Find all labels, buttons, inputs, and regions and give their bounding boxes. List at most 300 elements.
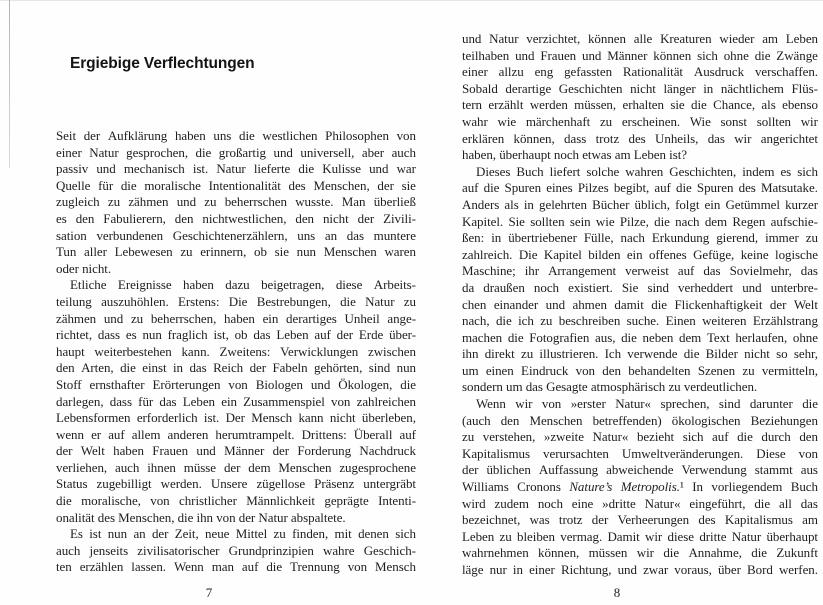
- word: sehr,: [793, 346, 818, 362]
- word: Sie: [621, 279, 639, 295]
- word: die: [483, 180, 500, 196]
- word: da: [462, 279, 475, 295]
- word: übertriebener: [508, 230, 577, 246]
- word: Rationalität: [622, 64, 683, 80]
- word: des: [288, 177, 306, 193]
- word: Quelle: [56, 177, 91, 193]
- word: einst: [142, 360, 167, 376]
- word: auch: [115, 459, 140, 475]
- word: Drittens:: [301, 426, 347, 442]
- word: teilung: [56, 293, 92, 309]
- word: verheddert: [678, 279, 734, 295]
- word: derartige: [505, 80, 552, 96]
- word: nun: [396, 360, 416, 376]
- word: überließ: [373, 194, 416, 210]
- word: gelehrten: [539, 196, 587, 212]
- word: verstehen,: [482, 429, 536, 445]
- text-line: [56, 294, 416, 311]
- word: Der: [225, 410, 245, 426]
- word: Welt: [793, 296, 818, 312]
- word: sich: [697, 47, 718, 63]
- word: gesprochen,: [126, 144, 189, 160]
- word: Zwänge: [776, 47, 818, 63]
- text-line: [462, 230, 818, 247]
- word: zahlreichen: [356, 393, 416, 409]
- word: zwar: [643, 562, 669, 577]
- word: ahmen: [572, 296, 607, 312]
- word: von: [228, 376, 248, 392]
- word: verweist: [625, 263, 669, 279]
- word: die: [266, 559, 283, 575]
- text-line: [462, 346, 818, 363]
- word: zu: [599, 113, 613, 129]
- word: kann.: [181, 343, 210, 359]
- word: der: [357, 210, 375, 226]
- word: erzählen: [79, 559, 124, 575]
- text-line: [56, 443, 416, 460]
- word: wird: [462, 495, 486, 511]
- word: müssen,: [574, 97, 617, 113]
- word: weiteren: [702, 313, 747, 329]
- word: Nachdruck: [359, 443, 416, 459]
- word: Buch: [790, 479, 818, 495]
- word: trotz: [595, 130, 620, 146]
- word: verliehen,: [56, 459, 108, 475]
- word: diese: [667, 528, 694, 544]
- word: Geschichten: [558, 80, 623, 96]
- word: Natur«: [592, 429, 629, 445]
- word: Leben: [276, 327, 309, 343]
- word: sind: [647, 279, 669, 295]
- word: Annahme,: [688, 545, 742, 561]
- text-line: [462, 180, 818, 197]
- word: chen: [462, 296, 487, 312]
- text-line: [462, 214, 818, 231]
- word: diese: [335, 277, 363, 293]
- word: vorliegendem: [711, 479, 783, 495]
- word: das: [346, 227, 364, 243]
- word: Unheil: [344, 310, 380, 326]
- text-line: [462, 313, 818, 330]
- text-line: [462, 396, 818, 413]
- word: kann: [298, 410, 324, 426]
- word: dass: [97, 327, 121, 343]
- word: von: [150, 493, 170, 509]
- word: sollten: [756, 113, 792, 129]
- text-line: [462, 363, 818, 380]
- word: uns: [297, 227, 316, 243]
- word: die: [737, 429, 753, 445]
- word: ist.: [203, 410, 220, 426]
- text-line: [462, 297, 818, 314]
- word: zu: [130, 310, 144, 326]
- word: und: [742, 279, 762, 295]
- word: mechanisch: [123, 161, 185, 177]
- word: die: [120, 177, 137, 193]
- text-line: haben, überhaupt noch etwas am Leben ist?: [462, 147, 688, 163]
- word: Kreaturen: [660, 31, 712, 46]
- word: Biologen: [255, 376, 303, 392]
- word: bleiben: [517, 528, 555, 544]
- word: Zusammenspiel: [243, 393, 325, 409]
- word: ihnen: [147, 459, 176, 475]
- word: üblichen: [486, 462, 531, 478]
- scan-top-edge-line: [0, 0, 823, 1]
- word: »erster: [570, 396, 606, 412]
- word: ist,: [213, 327, 229, 343]
- word: man: [211, 559, 234, 575]
- word: neben: [642, 329, 674, 345]
- word: betreffenden): [592, 412, 662, 428]
- word: von: [798, 445, 818, 461]
- word: Getümmel: [725, 196, 780, 212]
- word: allzu: [498, 64, 524, 80]
- word: in: [523, 196, 534, 212]
- word: Forderung: [297, 443, 352, 459]
- word: Gefüge,: [693, 246, 735, 262]
- word: Etliche: [70, 277, 107, 293]
- word: die: [507, 329, 524, 345]
- word: Intenti-: [378, 493, 416, 509]
- word: Leben: [462, 528, 495, 544]
- text-line: [462, 280, 818, 297]
- word: eng: [534, 64, 554, 80]
- word: werden: [529, 97, 568, 113]
- word: Wenn: [476, 396, 506, 412]
- word: dass: [564, 130, 587, 146]
- word: die: [621, 329, 637, 345]
- word: Geschich-: [363, 542, 416, 558]
- word: gehörten,: [314, 360, 363, 376]
- word: von: [331, 393, 351, 409]
- word: sind: [368, 360, 391, 376]
- word: den: [799, 429, 818, 445]
- word: Geschichtenerzählern,: [172, 227, 288, 243]
- word: Flickenhaftigkeit: [674, 296, 763, 312]
- word: ihr: [524, 263, 540, 279]
- word: westlichen: [262, 128, 318, 143]
- word: Metropolis.¹: [620, 479, 684, 495]
- word: Verwendung: [681, 462, 747, 478]
- word: ebenso: [782, 97, 818, 113]
- word: der: [769, 296, 787, 312]
- word: machen: [462, 329, 503, 345]
- word: nun: [142, 327, 162, 343]
- word: Philosophen: [325, 128, 389, 143]
- word: werfen.: [778, 562, 818, 577]
- word: der: [591, 512, 609, 528]
- word: erscheinen.: [621, 113, 681, 129]
- word: nicht: [329, 410, 356, 426]
- text-line: [56, 161, 416, 178]
- word: Wie: [689, 113, 711, 129]
- word: Cronons: [517, 479, 561, 495]
- word: keine: [740, 246, 769, 262]
- word: Reich: [213, 360, 244, 376]
- word: Intentionalität: [208, 177, 281, 193]
- word: Menschen,: [313, 177, 370, 193]
- word: das: [159, 393, 177, 409]
- word: stammt: [754, 462, 793, 478]
- word: Buch: [516, 163, 544, 179]
- word: Mensch: [375, 559, 416, 575]
- word: noch: [537, 495, 563, 511]
- word: Einen: [665, 313, 696, 329]
- word: der: [56, 443, 73, 459]
- word: ohne: [792, 329, 818, 345]
- word: und: [273, 144, 293, 160]
- word: aber: [361, 144, 385, 160]
- word: Natur: [489, 31, 519, 46]
- word: bezieht: [636, 429, 675, 445]
- word: wir: [645, 528, 663, 544]
- word: den: [174, 210, 194, 226]
- text-line: [462, 48, 818, 65]
- word: können,: [538, 545, 580, 561]
- word: zu: [273, 526, 286, 542]
- word: einer: [529, 562, 555, 577]
- word: die: [495, 313, 512, 329]
- word: die: [654, 213, 670, 229]
- text-line: [56, 493, 416, 510]
- word: der: [272, 443, 290, 459]
- word: indem: [742, 163, 775, 179]
- word: müsse: [183, 459, 217, 475]
- word: wieder: [719, 31, 755, 46]
- word: »dritte: [602, 495, 636, 511]
- word: Ereignisse: [117, 277, 172, 293]
- word: sollten: [530, 213, 565, 229]
- word: erklären: [462, 130, 505, 146]
- word: die: [676, 180, 692, 196]
- word: Arrangement: [548, 263, 617, 279]
- word: in: [491, 230, 502, 246]
- word: können: [653, 47, 692, 63]
- word: Fotografien: [529, 329, 590, 345]
- word: aufschie-: [770, 213, 818, 229]
- word: gierend,: [716, 230, 759, 246]
- word: Unsere: [210, 476, 248, 492]
- word: »zweite: [543, 429, 584, 445]
- word: Nature’s: [569, 479, 613, 495]
- text-line: [462, 330, 818, 347]
- word: wir: [636, 545, 654, 561]
- word: Sovielmehr,: [729, 263, 792, 279]
- word: In: [692, 479, 703, 495]
- word: Männlichkeit: [246, 493, 315, 509]
- word: das: [253, 327, 271, 343]
- word: erhalten: [622, 97, 664, 113]
- word: ich: [518, 313, 534, 329]
- text-line: [462, 529, 818, 546]
- word: vermag.: [560, 528, 603, 544]
- word: zugleich: [56, 194, 100, 210]
- word: Kapitalismus: [462, 445, 531, 461]
- word: die: [754, 47, 771, 63]
- text-line: [462, 97, 818, 114]
- word: Lebewesen: [114, 244, 173, 260]
- word: für: [138, 393, 154, 409]
- word: Tun: [56, 244, 77, 260]
- word: logische: [775, 246, 818, 262]
- word: Präsenz: [314, 476, 355, 492]
- word: ernsthafter: [89, 376, 145, 392]
- word: die: [56, 493, 72, 509]
- text-line: [462, 429, 818, 446]
- word: Leben: [182, 393, 216, 409]
- word: haben: [113, 443, 144, 459]
- page-number-right: 8: [613, 585, 621, 600]
- word: einander: [493, 296, 539, 312]
- word: üblich,: [634, 196, 670, 212]
- word: war: [396, 161, 416, 177]
- word: uns: [213, 128, 232, 143]
- word: sich: [682, 429, 704, 445]
- word: aus: [800, 462, 818, 478]
- word: tern: [462, 97, 483, 113]
- word: herlaufen,: [735, 329, 788, 345]
- word: und: [582, 47, 602, 63]
- word: der: [249, 360, 267, 376]
- word: müssen: [588, 545, 628, 561]
- word: Lebensformen: [56, 410, 131, 426]
- text-line: [462, 562, 818, 579]
- word: eingeführt,: [689, 495, 746, 511]
- word: bezeichnet,: [462, 512, 521, 528]
- left-page-body: [56, 128, 416, 576]
- word: wenn: [56, 426, 84, 442]
- word: Williams: [462, 479, 509, 495]
- word: zu: [540, 313, 553, 329]
- text-line: [462, 545, 818, 562]
- word: beschreiben: [558, 313, 621, 329]
- word: Szenen: [697, 362, 736, 378]
- word: zivilisatorischer: [137, 542, 220, 558]
- word: Status: [56, 476, 88, 492]
- word: dass: [109, 393, 132, 409]
- word: Wenn: [173, 559, 204, 575]
- word: sich: [797, 163, 818, 179]
- word: Seit: [56, 128, 77, 143]
- word: zugebilligt: [96, 476, 152, 492]
- word: verbundenen: [96, 227, 164, 243]
- word: durch: [761, 429, 791, 445]
- text-line: [56, 194, 416, 211]
- word: geprägte: [324, 493, 369, 509]
- word: darunter: [749, 396, 793, 412]
- word: auf: [654, 180, 671, 196]
- word: Umweltveränderungen.: [621, 445, 744, 461]
- word: wahr: [462, 113, 488, 129]
- word: wir: [800, 113, 818, 129]
- word: Fabulierern,: [103, 210, 166, 226]
- word: Die: [518, 246, 538, 262]
- word: auch: [56, 542, 81, 558]
- word: Bilder: [705, 346, 738, 362]
- text-line: [462, 164, 818, 181]
- word: den: [500, 412, 520, 428]
- word: ohne: [723, 47, 749, 63]
- word: wie: [497, 113, 517, 129]
- word: finden,: [292, 526, 329, 542]
- word: denen: [358, 526, 389, 542]
- word: auszuhöhlen.: [101, 293, 169, 309]
- word: auf: [108, 426, 125, 442]
- word: nichtwestlichen,: [202, 210, 287, 226]
- word: angerichtet: [760, 130, 818, 146]
- chapter-heading: Ergiebige Verflechtungen: [70, 55, 255, 72]
- word: wahrnehmen: [462, 545, 529, 561]
- text-line: sondern um das Gesagte atmosphärisch zu verdeutlichen.: [462, 379, 758, 395]
- word: Verwicklungen: [280, 343, 359, 359]
- word: auf: [462, 180, 479, 196]
- word: Trennung: [290, 559, 340, 575]
- word: verursachten: [543, 445, 609, 461]
- text-line: [462, 479, 818, 496]
- word: wie: [595, 213, 615, 229]
- word: überleben,: [361, 410, 416, 426]
- word: als: [504, 196, 519, 212]
- word: zu: [462, 429, 475, 445]
- word: Maschine;: [462, 263, 516, 279]
- word: Sobald: [462, 80, 498, 96]
- word: Bücher: [592, 196, 630, 212]
- word: des: [738, 180, 756, 196]
- word: Diese: [756, 445, 786, 461]
- word: ist: [89, 526, 102, 542]
- word: Erkundung: [651, 230, 710, 246]
- word: liefert: [549, 163, 581, 179]
- word: über: [717, 562, 741, 577]
- word: passiv: [56, 161, 89, 177]
- word: Matsutake.: [760, 180, 818, 196]
- word: und: [617, 562, 637, 577]
- word: suche.: [626, 313, 660, 329]
- word: zahlreich.: [462, 246, 513, 262]
- word: aller: [84, 244, 107, 260]
- word: herumtrampelt.: [215, 426, 295, 442]
- word: teilhaben: [462, 47, 510, 63]
- word: der: [83, 128, 101, 143]
- word: nach: [620, 230, 645, 246]
- word: Kapitel: [543, 246, 582, 262]
- word: läge: [462, 562, 484, 577]
- word: Text: [706, 329, 730, 345]
- word: und: [96, 161, 116, 177]
- word: von: [575, 362, 595, 378]
- word: jenseits: [89, 542, 129, 558]
- word: dritte: [699, 528, 727, 544]
- text-line: [462, 114, 818, 131]
- word: Ausdruck: [693, 64, 745, 80]
- text-line: [462, 64, 818, 81]
- word: lassen.: [131, 559, 166, 575]
- text-line: [462, 263, 818, 280]
- word: Zweitens:: [219, 343, 271, 359]
- word: kurzer: [785, 196, 818, 212]
- word: derartiges: [286, 310, 337, 326]
- word: Frauen: [152, 443, 189, 459]
- word: nach: [675, 213, 700, 229]
- text-line: [56, 145, 416, 162]
- word: und: [310, 376, 331, 392]
- word: Natur«: [615, 396, 652, 412]
- word: die: [400, 376, 416, 392]
- word: Ich: [604, 346, 622, 362]
- word: noch: [533, 279, 559, 295]
- word: sie: [401, 177, 416, 193]
- word: Erde: [358, 327, 384, 343]
